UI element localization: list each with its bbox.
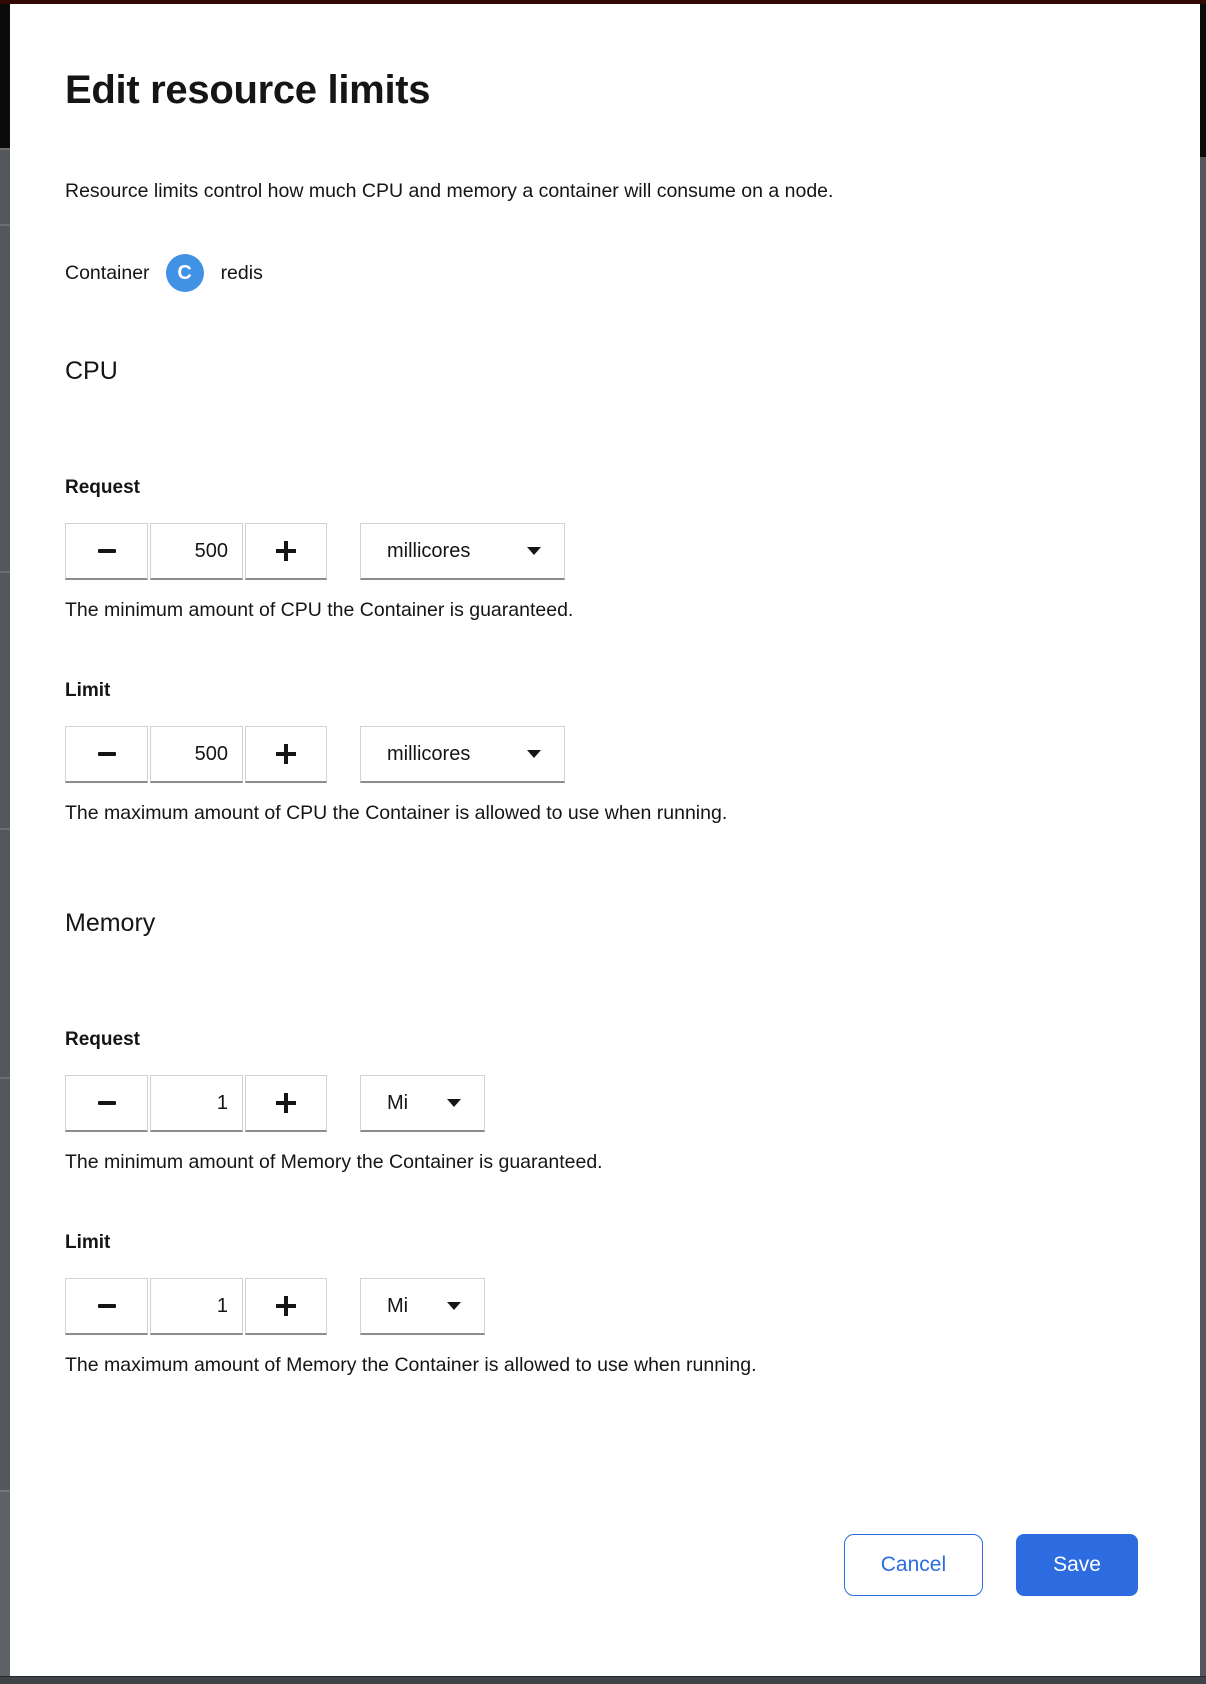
cpu-request-unit-value: millicores	[387, 539, 471, 562]
memory-limit-label: Limit	[65, 1232, 111, 1253]
backdrop-divider	[0, 1490, 10, 1492]
container-label: Container	[65, 261, 150, 284]
backdrop-divider	[0, 828, 10, 830]
plus-icon	[276, 1296, 296, 1316]
memory-request-minus-button[interactable]	[65, 1075, 148, 1132]
memory-request-value-input[interactable]	[150, 1075, 243, 1132]
cpu-request-field	[65, 476, 1138, 623]
caret-down-icon	[447, 1302, 461, 1310]
memory-limit-field	[65, 1231, 1138, 1378]
memory-request-number-input	[65, 1075, 327, 1132]
memory-limit-help-text: The maximum amount of Memory the Container is allowed to use when running.	[65, 1354, 757, 1376]
dialog-title: Edit resource limits	[65, 68, 431, 112]
cpu-limit-unit-value: millicores	[387, 742, 471, 765]
cpu-limit-number-input	[65, 726, 327, 783]
cpu-request-minus-button[interactable]	[65, 523, 148, 580]
backdrop-top-edge	[0, 0, 1206, 4]
plus-icon	[276, 744, 296, 764]
section-heading-memory: Memory	[65, 909, 156, 937]
edit-resource-limits-dialog	[10, 4, 1200, 1676]
caret-down-icon	[527, 547, 541, 555]
cpu-limit-label: Limit	[65, 680, 111, 701]
memory-limit-unit-value: Mi	[387, 1294, 409, 1317]
cpu-limit-unit-select[interactable]	[360, 726, 565, 783]
cpu-limit-field	[65, 679, 1138, 826]
backdrop-divider	[0, 571, 10, 573]
memory-request-unit-value: Mi	[387, 1091, 409, 1114]
backdrop-left-edge	[0, 4, 10, 1676]
memory-limit-number-input	[65, 1278, 327, 1335]
cpu-limit-plus-button[interactable]	[245, 726, 327, 783]
cpu-request-number-input	[65, 523, 327, 580]
memory-request-label: Request	[65, 1029, 140, 1050]
caret-down-icon	[527, 750, 541, 758]
cpu-limit-help-text: The maximum amount of CPU the Container is allowed to use when running.	[65, 802, 728, 824]
memory-limit-plus-button[interactable]	[245, 1278, 327, 1335]
backdrop-divider	[0, 1077, 10, 1079]
cpu-request-label: Request	[65, 477, 140, 498]
dialog-footer	[65, 1534, 1138, 1596]
backdrop-divider	[0, 224, 10, 226]
minus-icon	[98, 1101, 116, 1105]
backdrop-left-light-segment	[0, 1490, 10, 1676]
backdrop-divider	[0, 148, 10, 150]
memory-request-field	[65, 1028, 1138, 1175]
memory-limit-minus-button[interactable]	[65, 1278, 148, 1335]
backdrop-left-black-segment	[0, 4, 10, 148]
memory-request-help-text: The minimum amount of Memory the Container is guaranteed.	[65, 1151, 603, 1173]
caret-down-icon	[447, 1099, 461, 1107]
container-kind-badge: C	[166, 254, 204, 292]
cpu-limit-value-input[interactable]	[150, 726, 243, 783]
save-button[interactable]: Save	[1016, 1534, 1138, 1596]
cpu-request-plus-button[interactable]	[245, 523, 327, 580]
memory-limit-value-input[interactable]	[150, 1278, 243, 1335]
cpu-request-unit-select[interactable]	[360, 523, 565, 580]
cpu-request-value-input[interactable]	[150, 523, 243, 580]
cancel-button[interactable]: Cancel	[844, 1534, 983, 1596]
cpu-limit-minus-button[interactable]	[65, 726, 148, 783]
section-heading-cpu: CPU	[65, 357, 118, 385]
memory-limit-unit-select[interactable]	[360, 1278, 485, 1335]
memory-request-unit-select[interactable]	[360, 1075, 485, 1132]
dialog-description: Resource limits control how much CPU and memory a container will consume on a node.	[65, 180, 834, 202]
minus-icon	[98, 1304, 116, 1308]
container-row	[65, 254, 1138, 292]
memory-request-plus-button[interactable]	[245, 1075, 327, 1132]
container-name: redis	[220, 261, 263, 284]
backdrop-right-black-segment	[1200, 4, 1206, 157]
minus-icon	[98, 752, 116, 756]
cpu-request-help-text: The minimum amount of CPU the Container is guaranteed.	[65, 599, 574, 621]
plus-icon	[276, 1093, 296, 1113]
backdrop-bottom-bar	[0, 1676, 1206, 1684]
minus-icon	[98, 549, 116, 553]
plus-icon	[276, 541, 296, 561]
backdrop-right-edge	[1200, 4, 1206, 1676]
